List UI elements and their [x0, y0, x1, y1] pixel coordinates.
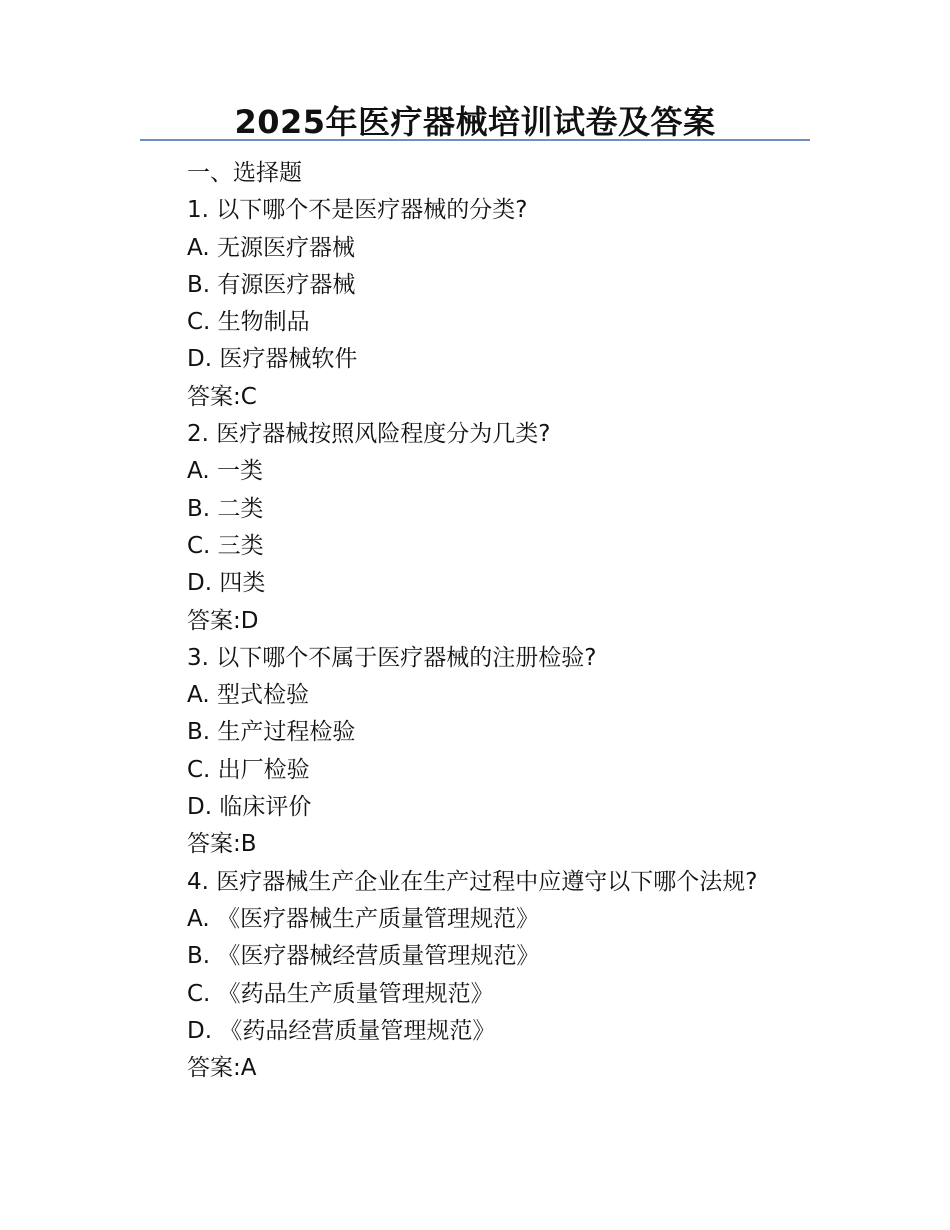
option-b: B. 二类	[187, 495, 264, 522]
option-a: A. 无源医疗器械	[187, 234, 355, 261]
option-d: D. 医疗器械软件	[187, 346, 358, 373]
section-heading: 一、选择题	[187, 160, 302, 186]
question-text: 3. 以下哪个不属于医疗器械的注册检验?	[187, 644, 597, 671]
question-block-1	[187, 192, 827, 416]
answer-text: 答案:A	[187, 1055, 257, 1082]
option-a: A. 《医疗器械生产质量管理规范》	[187, 905, 539, 932]
option-c: C. 出厂检验	[187, 756, 310, 783]
question-block-4	[187, 864, 827, 1088]
answer-text: 答案:C	[187, 383, 257, 410]
document-title: 2025年医疗器械培训试卷及答案	[234, 103, 716, 141]
document-body	[187, 155, 827, 1087]
answer-text: 答案:B	[187, 831, 257, 858]
answer-text: 答案:D	[187, 607, 259, 634]
option-b: B. 生产过程检验	[187, 719, 356, 746]
title-underline	[140, 139, 810, 141]
option-c: C. 三类	[187, 532, 264, 559]
option-b: B. 有源医疗器械	[187, 271, 356, 298]
option-b: B. 《医疗器械经营质量管理规范》	[187, 943, 540, 970]
question-block-2	[187, 416, 827, 640]
option-d: D. 临床评价	[187, 794, 312, 821]
option-c: C. 生物制品	[187, 309, 310, 336]
option-a: A. 型式检验	[187, 682, 309, 709]
question-block-3	[187, 640, 827, 864]
option-d: D. 四类	[187, 570, 266, 597]
option-c: C. 《药品生产质量管理规范》	[187, 980, 494, 1007]
option-d: D. 《药品经营质量管理规范》	[187, 1017, 496, 1044]
option-a: A. 一类	[187, 458, 263, 485]
question-text: 2. 医疗器械按照风险程度分为几类?	[187, 421, 551, 448]
question-text: 1. 以下哪个不是医疗器械的分类?	[187, 197, 528, 224]
question-text: 4. 医疗器械生产企业在生产过程中应遵守以下哪个法规?	[187, 868, 758, 895]
